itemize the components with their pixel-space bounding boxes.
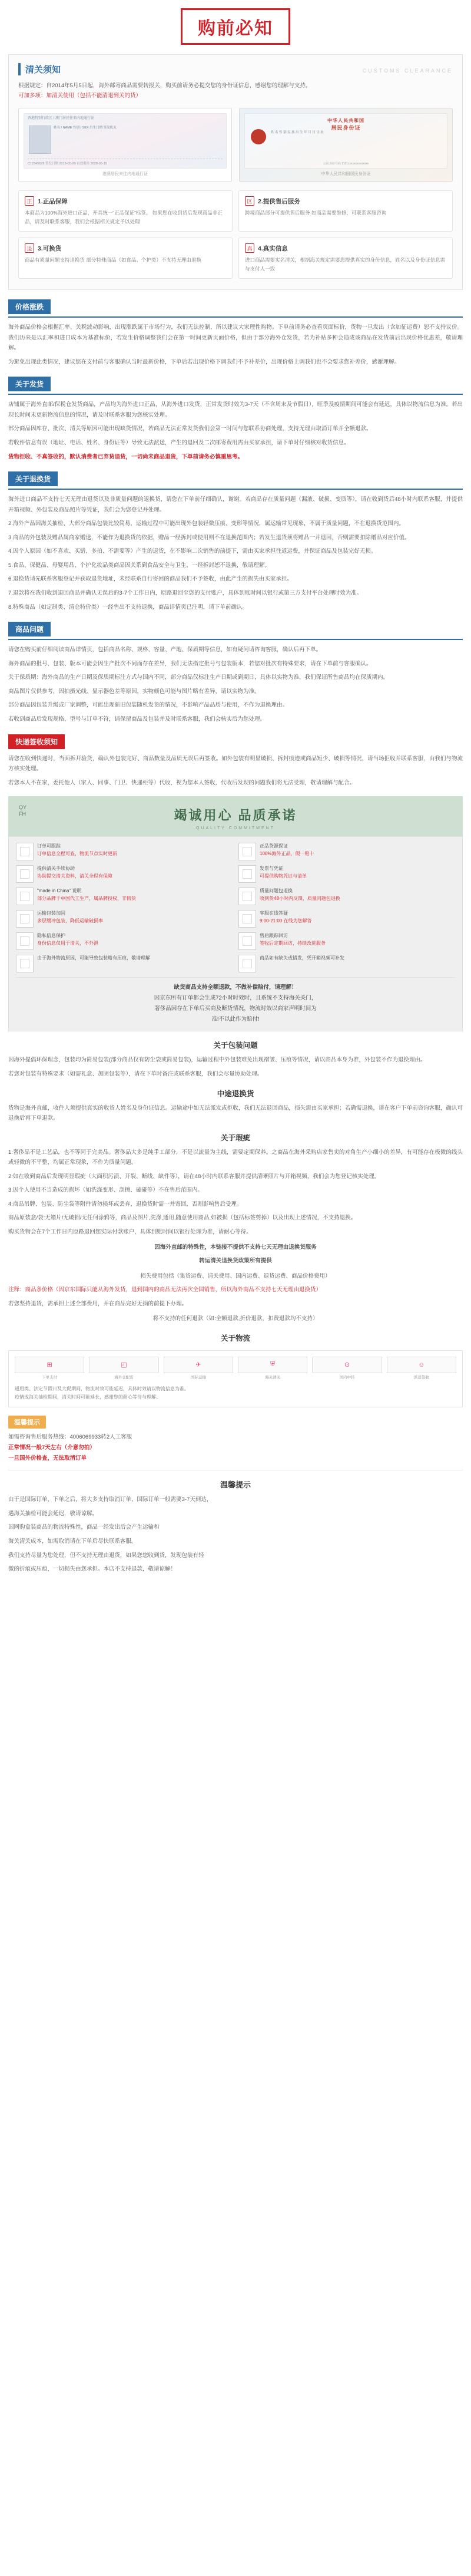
promise-label: 由于海外物流原因，可能导致包装略有压痕，敬请理解	[37, 955, 150, 961]
feature-item	[18, 238, 233, 279]
feature-title: 1.正品保障	[38, 197, 68, 205]
logistics-step-label: 下单支付	[42, 1375, 58, 1380]
realname-badge-icon: 真	[245, 243, 254, 253]
paragraph: 若收到商品后发现规格、型号与订单不符，请保留商品及包装并及时联系客服，我们会核实后为您处理。	[8, 715, 266, 723]
cn-id-caption: 中华人民共和国居民身份证	[321, 172, 371, 177]
section-title-price: 价格涨跌	[8, 299, 51, 314]
promise-title-en: QUALITY COMMITMENT	[196, 826, 275, 831]
promise-footer-line: 准!不以此作为赔付!	[211, 1016, 260, 1023]
page-title-box	[181, 8, 290, 45]
promise-row	[16, 888, 455, 905]
logistics-step	[15, 1357, 84, 1380]
paragraph: 海关清关成本，如需取消请在下单后尽快联系客服。	[8, 1538, 137, 1545]
factory-icon	[16, 888, 34, 905]
promise-cell	[16, 910, 233, 928]
paragraph: 遇海关抽检可能会延迟，敬请谅解。	[8, 1510, 98, 1517]
promise-cell	[16, 888, 233, 905]
paragraph: 6.退换货请先联系客服登记并获取退货地址，未经联系自行寄回的商品我们不予签收，由此产生的损失由买家承担。	[8, 576, 293, 583]
id-cards	[18, 108, 453, 182]
hk-permit-caption: 港澳居民来往内地通行证	[102, 172, 148, 177]
hk-permit-card	[18, 108, 232, 182]
section-title-goods: 商品问题	[8, 622, 51, 636]
refund-unsupported-notice	[8, 1314, 463, 1324]
midway-return-body	[8, 1103, 463, 1124]
feature-body: 商品有质量问题支持退换货 部分特殊商品（如食品、个护类）不支持无理由退换	[25, 257, 201, 263]
promise-desc: 签收后定期回访，持续改进服务	[260, 940, 326, 946]
promise-desc: 身份信息仅用于清关，不外泄	[37, 940, 98, 946]
promise-text	[37, 910, 103, 928]
promise-label: 发票与凭证	[260, 866, 283, 872]
logistics-icon-row	[15, 1357, 456, 1380]
quality-promise-banner	[8, 796, 463, 836]
section-body-express	[8, 754, 463, 789]
logistics-step	[89, 1357, 158, 1380]
feature-header	[245, 196, 446, 206]
paragraph: 商品图片仅供参考，因拍摄光线、显示器色差等原因，实物颜色可能与图片略有差异，请以实物为准。	[8, 688, 260, 695]
promise-desc: 订单信息全程可查，物流节点实时更新	[37, 850, 117, 856]
logistics-title: 关于物流	[220, 1334, 250, 1343]
packaging-body	[8, 1055, 463, 1079]
paragraph: 店铺属于海外直邮/保税仓发货商品，产品均为海外进口正品，从海外进口发货，正常发货时效为3-7天（不含周末及节假日），旺季及疫情期间可能会有延迟，具体以物流信息为准。若出现长时间未更新物流信息的情况，请及时联系客服为您核实处理。	[8, 401, 463, 418]
logistics-step	[387, 1357, 456, 1380]
promise-label: 订单可跟踪	[37, 843, 61, 849]
promise-cell	[16, 932, 233, 950]
customs-note-1: 根据规定：自2014年5月5日起，海外邮寄商品需要转报关，购买前请务必提交您的身份证信息，感谢您的理解与支持。	[18, 83, 311, 89]
warehouse-icon: ◰	[89, 1357, 158, 1373]
customs-notes	[18, 81, 453, 101]
promise-label: 隐私信息保护	[37, 933, 65, 939]
customs-title: 清关须知	[18, 63, 61, 75]
receipt-icon	[238, 865, 256, 883]
logistics-note: 疫情或海关抽检期间，清关时间可能延长，感谢您的耐心等待与理解。	[15, 1394, 161, 1400]
cn-id-number: 公民身份号码 1101xxxxxxxxxxxxxx	[323, 162, 369, 166]
promise-text	[37, 843, 117, 860]
cn-id-country: 中华人民共和国	[327, 118, 364, 124]
lock-icon	[16, 932, 34, 950]
paragraph: 7.退款将在我们收到退回商品并确认无误后的3-7个工作日内，原路退回至您的支付账户，具体到账时间以银行或第三方支付平台处理时效为准。	[8, 590, 363, 596]
promise-row	[16, 865, 455, 883]
paragraph: 关于保质期：海外商品的生产日期及保质期标注方式与国内不同，部分商品仅标注生产日期或到期日，具体以实物为准，我们保证所售商品均在保质期内。	[8, 674, 389, 681]
hk-permit-top-text: 香港特别行政区 / 澳门居民往来内地通行证	[28, 117, 95, 121]
paragraph: 请您在收到快递时，当面拆开验货，确认外包装完好、商品数量及品质无误后再签收。如外包装有明显破损、拆封痕迹或商品短少、破损等情况，请当场拒收并联系客服，由我们与物流方核实处理。	[8, 755, 463, 773]
promise-cell	[238, 865, 455, 883]
promise-detail-panel	[8, 836, 463, 1031]
promise-text	[37, 865, 112, 883]
section-title-shipping: 关于发货	[8, 377, 51, 391]
promise-text	[260, 910, 311, 928]
logistics-step-label: 国内中转	[339, 1375, 355, 1380]
warm-tip-1-header	[8, 1416, 463, 1429]
hk-permit-image	[24, 113, 227, 169]
promise-text	[260, 955, 344, 972]
return-badge-icon: 退	[25, 243, 34, 253]
promise-cell	[238, 932, 455, 950]
feature-header	[25, 243, 226, 253]
hk-permit-side-text: 姓名 / NAME 性别 / SEX 出生日期 签发机关	[54, 126, 117, 130]
paragraph: 3:因个人使用不当造成的损坏（如洗涤变形、刮擦、磕碰等）不在售后范围内。	[8, 1187, 203, 1194]
section-title-express: 快递签收须知	[8, 734, 65, 749]
promise-desc: 可提供购物凭证与清单	[260, 873, 307, 879]
paragraph: 若您坚持退货，需承担上述全部费用，并在商品完好无损的前提下办理。	[8, 1300, 188, 1307]
feature-body: 本商品为100%海外进口正品，开具统一“正品保证”标签。 如果您在收到货后发现商品非正品，请及时联系客服，我们会根据相关规定予以处理	[25, 210, 223, 225]
feature-title: 2.提供售后服务	[258, 197, 300, 205]
paragraph: 8.特殊商品（如定制类、清仓特价类）一经售出不支持退换，商品详情页已注明，请下单前确认。	[8, 603, 248, 611]
promise-title: 竭诚用心 品质承诺	[174, 808, 297, 823]
box-icon	[16, 910, 34, 928]
promise-text	[37, 932, 98, 950]
promise-cell	[238, 888, 455, 905]
section-title-return: 关于退换货	[8, 471, 58, 486]
paragraph: 海外进口商品不支持七天无理由退货以及非质量问题的退换货，请您在下单前仔细确认，谢谢。若商品存在质量问题（漏液、破损、变质等），请在收到货后48小时内联系客服，并提供开箱视频、外包装及商品照片等凭证，我们会为您登记并处理。	[8, 496, 463, 513]
paragraph: 海外商品价格会根据汇率、关税波动影响，出现涨跌属于市场行为，我们无法控制，所以建议大家理性购物。下单前请务必查看页面标价，货物一旦发出（含加征运费）恕不支持议价。我们历来是以汇率和进口成本为基准标价，若发生价格调整我们会在第一时间更新页面价格，但由于部分海外仓发货，若为补贴多种会造成该商品在发货前后出现价格优惠差，敬请理解。	[8, 324, 463, 352]
fee-explanation	[8, 1271, 463, 1310]
national-emblem-icon	[251, 129, 266, 144]
paragraph: 因网购盒装商品的物流特殊性，商品一经发出后会产生运输和	[8, 1524, 160, 1531]
paragraph: 海外商品的批号、包装、版本可能会因生产批次不同而存在差异，我们无法指定批号与包装版本，若您对批次有特殊要求，请在下单前与客服确认。	[8, 660, 372, 667]
order-icon: ⊞	[15, 1357, 84, 1373]
promise-desc: 多层缓冲包装，降低运输破损率	[37, 918, 103, 923]
logistics-notes	[15, 1385, 456, 1401]
cn-id-fields: 姓 名 性 别 民 族 出 生 年 月 日 住 址	[271, 131, 324, 135]
paragraph: 2:如在收到商品后发现明显瑕疵（大面积污渍、开裂、断线、缺件等），请在48小时内联系客服并提供清晰照片与开箱视频，我们会为您登记核实处理。	[8, 1173, 380, 1180]
promise-text	[37, 955, 150, 972]
promise-label: 商品如有缺失或错发，凭开箱视频可补发	[260, 955, 344, 961]
paragraph: 损失费用包括（集货运费、清关费用、国内运费、退货运费、商品价格费用）	[140, 1272, 331, 1279]
cn-id-image	[244, 113, 447, 169]
warm-tip-2-body	[8, 1495, 463, 1574]
promise-footer	[16, 977, 455, 1025]
paragraph: 部分商品因库存、批次、清关等原因可能出现缺货情况，若商品无法正常发货我们会第一时间与您联系协商处理，支持无理由取消订单并全额退款。	[8, 426, 372, 433]
feature-item	[18, 190, 233, 232]
paragraph: 3.商品的外包装及赠品属商家赠送，不能作为退换货的依据，赠品一经拆封或使用则不在退换范围内；若发生退货须将赠品一并退回，否则需要扣除赠品对应价值。	[8, 534, 410, 541]
promise-footer-line: 因京东所有订单都会生成72小时时效时，且系统不支持海关关门，	[154, 995, 317, 1002]
section-body-shipping	[8, 400, 463, 462]
midway-return-title: 中途退换货	[217, 1089, 254, 1098]
paragraph: 我们支持尽量为您处理，但不支持无理由退货，如果您您收到货，发现包装有轻	[8, 1552, 204, 1559]
defects-body	[8, 1147, 463, 1238]
logistics-step-label: 国际运输	[190, 1375, 206, 1380]
warm-tip-1-body	[8, 1432, 463, 1464]
notice-line: 将不支持的任何退款（如:全额退款,折价退款，扣费退款均不支持）	[152, 1315, 319, 1322]
tip-line: 一旦国外价格查，无法取消订单	[8, 1455, 87, 1462]
tip-line: 如需咨询售后服务热线：4006069933转2人工客服	[8, 1434, 132, 1441]
customs-note-2: 可加多项：加清关使用（包括不能清退到关的货）	[18, 92, 142, 99]
warm-tip-1-label: 温馨提示	[8, 1416, 46, 1429]
feature-title: 3.可换货	[38, 245, 62, 252]
page-title	[0, 0, 471, 48]
promise-desc: 部分品牌于中国代工生产，属品牌授权，非假货	[37, 895, 136, 901]
feature-body: 进口商品需要实名清关，根据海关规定需要您提供真实的身份信息，姓名以及身份证信息需与支付人一致	[245, 257, 446, 272]
packaging-title: 关于包装问题	[213, 1041, 258, 1050]
promise-footer-line: 缺货商品支持全额退款，不做补偿赔付，请理解！	[174, 984, 297, 991]
logistics-step	[164, 1357, 233, 1380]
paragraph: 微的折痕或压痕，一切损失由您承担。本店不支持退款，敬请谅解！	[8, 1566, 177, 1573]
customs-header	[18, 63, 453, 75]
promise-row	[16, 910, 455, 928]
delivery-icon: ☺	[387, 1357, 456, 1373]
promise-desc: 9:00-21:00 在线为您解答	[260, 918, 312, 923]
section-header-express	[8, 734, 463, 749]
paragraph: 若您本人不在家，委托他人（家人、同事、门卫、快递柜等）代收，视为您本人签收，代收后发现的问题我们将无法受理，敬请理解与配合。	[8, 779, 356, 786]
section-header-goods	[8, 622, 463, 640]
bottom-padding	[0, 1578, 471, 1592]
paragraph: 请您在购买前仔细阅读商品详情页，包括商品名称、规格、容量、产地、保质期等信息，如有疑问请咨询客服，确认后再下单。	[8, 647, 322, 654]
promise-cell	[238, 843, 455, 860]
section-header-price	[8, 299, 463, 318]
promise-cell	[16, 843, 233, 860]
page-title-text: 购前必知	[198, 19, 273, 38]
section-body-price	[8, 322, 463, 367]
paragraph-warning: 货物拒收、不真签收的，默认消费者已弃货退货，一切尚未商品退货，下单前请务必慎重思考。	[8, 453, 244, 460]
promise-text	[260, 865, 307, 883]
section-body-goods	[8, 645, 463, 724]
promise-text	[260, 843, 314, 860]
section-header-shipping	[8, 377, 463, 395]
promise-label: "made in China" 说明	[37, 888, 82, 894]
hk-permit-photo	[29, 126, 51, 154]
service-badge-icon: 区	[245, 196, 254, 206]
logistics-flow	[8, 1350, 463, 1407]
paragraph: 货物是海外直邮，收件人须提供真实的收货人姓名及身份证信息。运输途中如无法派发或拒收，我们无法退回商品，损失需由买家承担；若确需退换，请在客户下单前咨询客服，确认可退换后再下单退款。	[8, 1104, 463, 1122]
logistics-step	[312, 1357, 382, 1380]
paragraph: 由于是国际订单，下单之后，将大多支持取消订单，国际订单一般需要3-7天到达，	[8, 1496, 213, 1503]
hk-permit-bottom-text: C12345678 签发日期 2018-05-20 有效期至 2028-05-19	[28, 159, 223, 166]
promise-footer-line: 奢侈品因存在下单后买商及断货情况，物流时效以商家声明时间为	[154, 1005, 317, 1012]
notice-line: 因海外直邮的特殊性，本链接不提供不支持七天无理由退换货服务	[154, 1244, 317, 1251]
promise-desc: 100%海外正品，假一赔十	[260, 850, 314, 856]
customs-icon: ⛨	[238, 1357, 307, 1373]
shield-icon	[238, 843, 256, 860]
promise-label: 客服在线答疑	[260, 911, 288, 916]
promise-desc: 收到货48小时内反馈，质量问题包退换	[260, 895, 340, 901]
promise-label: 质量问题包退换	[260, 888, 293, 894]
promise-desc: 协助提交清关资料，清关全程有保障	[37, 873, 112, 879]
promise-text	[260, 888, 340, 905]
paragraph: 4.因个人原因（如不喜欢、买错、多拍、不需要等）产生的退货，在不影响二次销售的前提下，需由买家承担往返运费，并保证商品及包装完好无损。	[8, 548, 377, 555]
promise-label: 正品货源保证	[260, 843, 288, 849]
paragraph: 1:奢侈品不是工艺品，也不等同于完美品。奢侈品大多是纯手工部分，不是以流量为主线，需要定期保养。之商品在海外采购店家售卖的对角生产小细小的差异，有可能存在极微的线头或轻微的不平整，均属正常现象，不作为质量问题。	[8, 1149, 463, 1166]
paragraph: 4:商品吊牌、包装、防尘袋等附件请勿损坏或丢弃，退换货时需一并寄回，否则影响售后受理。	[8, 1200, 243, 1208]
info-icon	[16, 955, 34, 972]
promise-cell	[16, 955, 233, 972]
promise-row	[16, 955, 455, 972]
paragraph: 2.海外产品因海关抽检、大部分商品包装比较简易，运输过程中可能出现外包装轻微压痕、变形等情况，属运输常见现象，不属于质量问题，不在退换货范围内。	[8, 520, 404, 527]
paragraph: 因海外提倡环保理念，包装均为简易包装(部分商品仅有防尘袋或简易包装)，运输过程中外包装难免出现褶皱、压痕等情况，请以商品本身为准，外包装不作为退换理由。	[8, 1057, 426, 1064]
phone-icon	[238, 932, 256, 950]
warm-tip-2-title: 温馨提示	[220, 1480, 251, 1490]
airplane-icon: ✈	[164, 1357, 233, 1373]
feature-header	[245, 243, 446, 253]
paragraph: 部分商品因包装升级或厂家调整，可能出现新旧包装随机发货的情况，不影响产品品质与使用，不作为退换理由。	[8, 702, 288, 709]
cn-id-type: 居民身份证	[331, 125, 361, 131]
genuine-badge-icon: 正	[25, 196, 34, 206]
transit-icon: ⊙	[312, 1357, 382, 1373]
customs-clearance-panel	[8, 54, 463, 290]
paragraph: 注释：商品条价格（因京东国际只能从海外发货，退到国内的商品无法再次全国销售，所以海外商品不支持七天无理由退换货）	[8, 1287, 322, 1294]
brand-logo-line2: FH	[19, 810, 26, 817]
logistics-step-label: 海关清关	[265, 1375, 281, 1380]
promise-text	[37, 888, 136, 905]
paragraph: 若收件信息有误（地址、电话、姓名、身份证等）导致无法派送，产生的退回及二次邮寄费用需由买家承担，请下单时仔细核对收货信息。	[8, 439, 350, 446]
feature-title: 4.真实信息	[258, 245, 288, 252]
logistics-step-label: 派送签收	[413, 1375, 429, 1380]
cn-id-card	[239, 108, 453, 182]
promise-row	[16, 843, 455, 860]
section-header-return	[8, 471, 463, 490]
checklist-icon	[16, 843, 34, 860]
feature-grid	[18, 190, 453, 279]
promise-text	[260, 932, 326, 950]
document-icon	[16, 865, 34, 883]
brand-logo	[19, 804, 26, 817]
promise-cell	[238, 910, 455, 928]
feature-item	[238, 238, 453, 279]
customs-title-en: CUSTOMS CLEARANCE	[362, 68, 453, 74]
promise-cell	[238, 955, 455, 972]
promise-label: 售后跟踪回访	[260, 933, 288, 939]
exchange-icon	[238, 888, 256, 905]
promise-label: 运输包装加固	[37, 911, 65, 916]
paragraph: 为避免出现此类情况，建议您在支付前与客服确认当时最新价格，下单后若出现价格下调我们不予补差价，出现价格上调我们也不会要求您补差价，感谢理解。	[8, 358, 400, 365]
feature-header	[25, 196, 226, 206]
defects-title: 关于瑕疵	[220, 1133, 250, 1142]
promise-label: 提供清关手续协助	[37, 866, 75, 872]
feature-item	[238, 190, 453, 232]
logistics-step-label: 海外仓配货	[114, 1375, 134, 1380]
section-body-return	[8, 494, 463, 612]
logistics-step	[238, 1357, 307, 1380]
paragraph: 商品原装盒/袋:无箱片/无破损/无任何涂鸦等，商品及图片,洗涤,通用,随意使用商品,如被损（包括标签剪掉）以及出现上述情况，不支持退换。	[8, 1215, 357, 1222]
feature-body: 跨境商品部分可提供售后服务 如商品需要维修，可联系客服咨询	[245, 210, 387, 216]
camera-icon	[238, 955, 256, 972]
promise-cell	[16, 865, 233, 883]
promise-row	[16, 932, 455, 950]
tip-line: 正常情况一般7天左右（介意勿拍）	[8, 1444, 95, 1452]
notice-line: 转运清关退换货政策所有提供	[199, 1258, 272, 1265]
logistics-note: 通用类、法定节假日及大促期间，物流时效可能延迟，具体时效请以物流信息为准。	[15, 1386, 189, 1392]
paragraph: 购买货物会在7个工作日内原路退回您实际付款账户，具体到账时间以银行处理为准，请耐心等待。	[8, 1229, 252, 1235]
headset-icon	[238, 910, 256, 928]
no-seven-day-return-notice	[8, 1242, 463, 1266]
brand-logo-line1: QY	[19, 804, 27, 811]
paragraph: 若您对包装有特殊要求（如需礼盒、加固包装等），请在下单时备注或联系客服，我们会尽量协助处理。	[8, 1070, 263, 1077]
paragraph: 5.食品、保健品、母婴用品、个护化妆品类商品因关系到食品安全与卫生，一经拆封恕不退换，敬请理解。	[8, 562, 270, 569]
